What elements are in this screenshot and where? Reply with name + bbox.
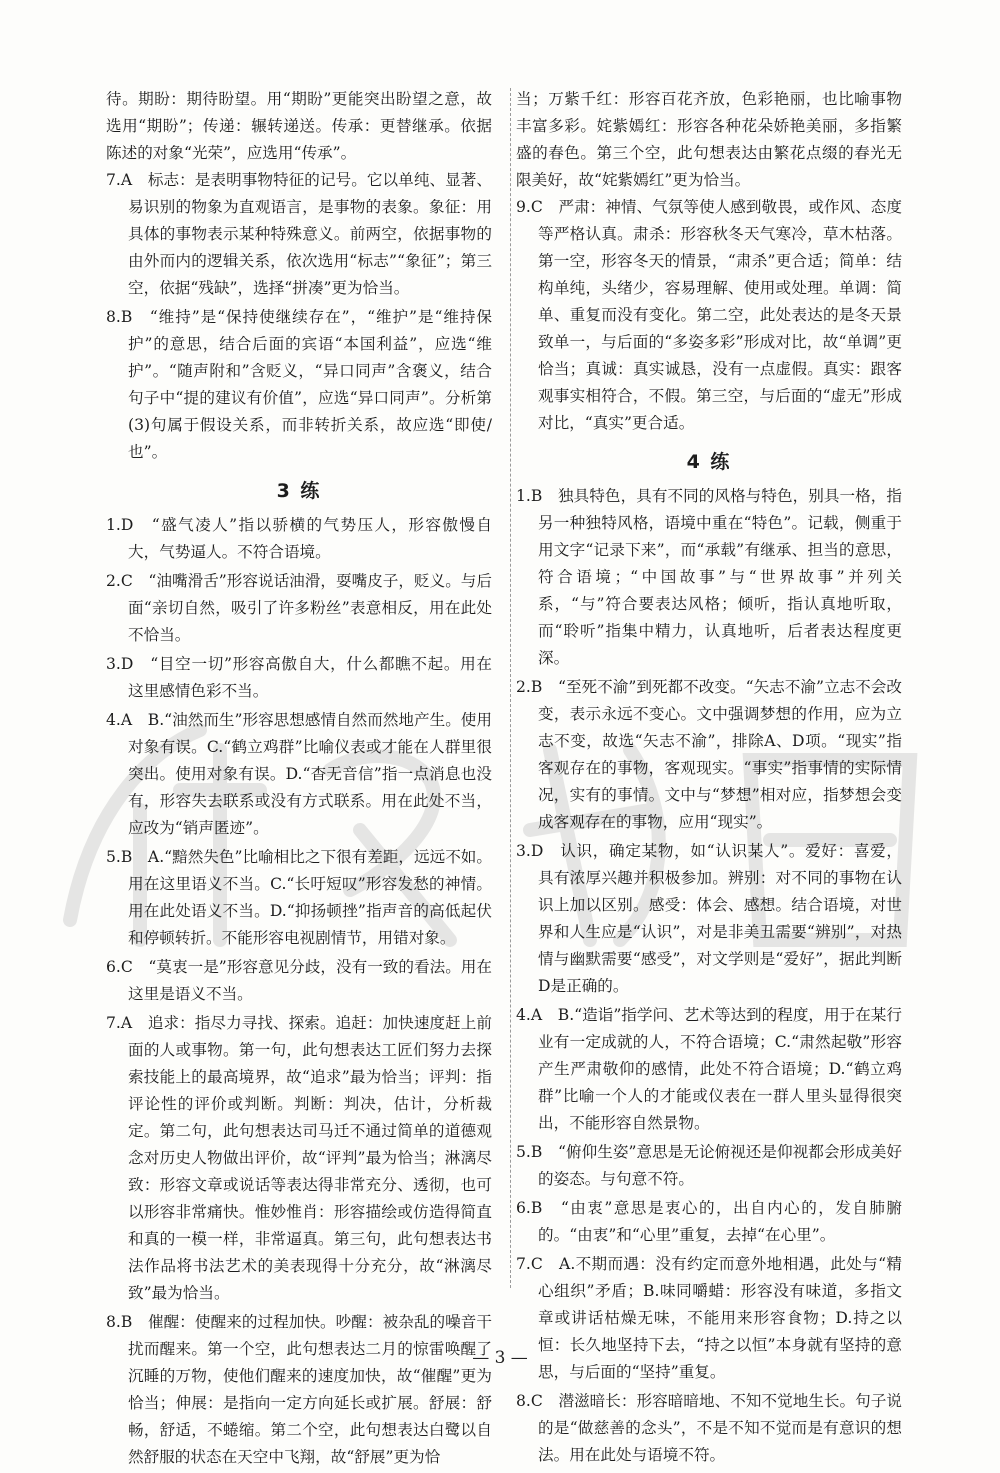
answer-item: 1.D “盛气凌人”指以骄横的气势压人，形容傲慢自大，气势逼人。不符合语境。 <box>106 516 492 561</box>
answer-item: 8.C 潜滋暗长：形容暗暗地、不知不觉地生长。句子说的是“做慈善的念头”，不是不知不觉而是有意识的想法。用在此处与语境不符。 <box>516 1392 902 1464</box>
answer-item: 7.A 追求：指尽力寻找、探索。追赶：加快速度赶上前面的人或事物。第一句，此句想表达工匠们努力去探索技能上的最高境界，故“追求”最为恰当；评判：指评论性的评价或判断。判断：判决，估计，分析裁定。第二句，此句想表达司马迁不通过简单的道德观念对历史人物做出评价，故“评判”最为恰当；淋漓尽致：形容文章或说话等表达得非常充分、透彻，也可以形容非常痛快。惟妙惟肖：形容描绘或仿造得简直和真的一模一样，非常逼真。第三句，此句想表达书法作品将书法艺术的美表现得十分充分，故“淋漓尽致”最为恰当。 <box>106 1014 492 1302</box>
page-number: — 3 — <box>472 1348 528 1368</box>
answer-item: 8.B “维持”是“保持使继续存在”，“维护”是“维持保护”的意思，结合后面的宾语“本国利益”，应选“维护”。“随声附和”含贬义，“异口同声”含褒义，结合句子中“提的建议有价值”，应选“异口同声”。分析第(3)句属于假设关系，而非转折关系，故应选“即使/也”。 <box>106 308 492 461</box>
continuation-paragraph: 当；万紫千红：形容百花齐放，色彩艳丽，也比喻事物丰富多彩。姹紫嫣红：形容各种花朵娇艳美丽，多指繁盛的春色。第三个空，此句想表达由繁花点缀的春光无限美好，故“姹紫嫣红”更为恰当。 <box>516 90 902 189</box>
answer-item: 7.C A.不期而遇：没有约定而意外地相遇，此处与“精心组织”矛盾；B.味同嚼蜡：形容没有味道，多指文章或讲话枯燥无味，不能用来形容食物；D.持之以恒：长久地坚持下去，“持之以恒”本身就有坚持的意思，与后面的“坚持”重复。 <box>516 1255 902 1381</box>
answer-item: 9.C 严肃：神情、气氛等使人感到敬畏，或作风、态度等严格认真。肃杀：形容秋冬天气寒冷，草木枯落。第一空，形容冬天的情景，“肃杀”更合适；简单：结构单纯，头绪少，容易理解、使用或处理。单调：简单、重复而没有变化。第二空，此处表达的是冬天景致单一，与后面的“多姿多彩”形成对比，故“单调”更恰当；真诚：真实诚恳，没有一点虚假。真实：跟客观事实相符合，不假。第三空，与后面的“虚无”形成对比，“真实”更合适。 <box>516 198 902 432</box>
continuation-paragraph: 待。期盼：期待盼望。用“期盼”更能突出盼望之意，故选用“期盼”；传递：辗转递送。传承：更替继承。依据陈述的对象“光荣”，应选用“传承”。 <box>106 90 492 162</box>
answer-item: 3.D 认识，确定某物，如“认识某人”。爱好：喜爱，具有浓厚兴趣并积极参加。辨别：对不同的事物在认识上加以区别。感受：体会、感想。结合语境，对世界和人生应是“认识”，对是非美丑需要“辨别”，对热情与幽默需要“感受”，对文学则是“爱好”，据此判断D是正确的。 <box>516 842 902 995</box>
answer-item: 8.B 催醒：使醒来的过程加快。吵醒：被杂乱的噪音干扰而醒来。第一个空，此句想表达二月的惊雷唤醒了沉睡的万物，使他们醒来的速度加快，故“催醒”更为恰当；伸展：是指向一定方向延长或扩展。舒展：舒畅，舒适，不蜷缩。第二个空，此句想表达白鹭以自然舒服的状态在天空中飞翔，故“舒展”更为恰 <box>106 1313 492 1466</box>
section-heading: 4 练 <box>686 451 732 473</box>
answer-item: 3.D “目空一切”形容高傲自大，什么都瞧不起。用在这里感情色彩不当。 <box>106 655 492 700</box>
answer-item: 2.C “油嘴滑舌”形容说话油滑，耍嘴皮子，贬义。与后面“亲切自然，吸引了许多粉丝”表意相反，用在此处不恰当。 <box>106 572 492 644</box>
answer-item: 4.A B.“造诣”指学问、艺术等达到的程度，用于在某行业有一定成就的人，不符合语境；C.“肃然起敬”形容产生严肃敬仰的感情，此处不符合语境；D.“鹤立鸡群”比喻一个人的才能或仪表在一群人里头显得很突出，不能形容自然景物。 <box>516 1006 902 1132</box>
answer-item: 5.B A.“黯然失色”比喻相比之下很有差距，远远不如。用在这里语义不当。C.“长吁短叹”形容发愁的神情。用在此处语义不当。D.“抑扬顿挫”指声音的高低起伏和停顿转折。不能形容电视剧情节，用错对象。 <box>106 848 492 947</box>
answer-item: 6.C “莫衷一是”形容意见分歧，没有一致的看法。用在这里是语义不当。 <box>106 958 492 1003</box>
answer-item: 7.A 标志：是表明事物特征的记号。它以单纯、显著、易识别的物象为直观语言，是事物的表象。象征：用具体的事物表示某种特殊意义。前两空，依据事物的由外而内的逻辑关系，依次选用“标志”“象征”；第三空，依据“残缺”，选择“拼凑”更为恰当。 <box>106 171 492 297</box>
answer-item: 5.B “俯仰生姿”意思是无论俯视还是仰视都会形成美好的姿态。与句意不符。 <box>516 1143 902 1188</box>
column-divider <box>510 88 511 1288</box>
answer-item: 6.B “由衷”意思是衷心的，出自内心的，发自肺腑的。“由衷”和“心里”重复，去掉“在心里”。 <box>516 1199 902 1244</box>
answer-item: 4.A B.“油然而生”形容思想感情自然而然地产生。使用对象有误。C.“鹤立鸡群”比喻仪表或才能在人群里很突出。使用对象有误。D.“杳无音信”指一点消息也没有，形容失去联系或没有方式联系。用在此处不当，应改为“销声匿迹”。 <box>106 711 492 837</box>
answer-item: 1.B 独具特色，具有不同的风格与特色，别具一格，指另一种独特风格，语境中重在“特色”。记载，侧重于用文字“记录下来”，而“承载”有继承、担当的意思，符合语境；“中国故事”与“世界故事”并列关系，“与”符合要表达风格；倾听，指认真地听取，而“聆听”指集中精力，认真地听，后者表达程度更深。 <box>516 487 902 667</box>
section-heading: 3 练 <box>276 480 322 502</box>
left-column <box>106 86 492 1473</box>
answer-item: 2.B “至死不渝”到死都不改变。“矢志不渝”立志不会改变，表示永远不变心。文中强调梦想的作用，应为立志不变，故选“矢志不渝”，排除A、D项。“现实”指客观存在的事物，客观现实。“事实”指事情的实际情况，实有的事情。文中与“梦想”相对应，指梦想会变成客观存在的事物，应用“现实”。 <box>516 678 902 831</box>
right-column <box>516 86 902 1471</box>
